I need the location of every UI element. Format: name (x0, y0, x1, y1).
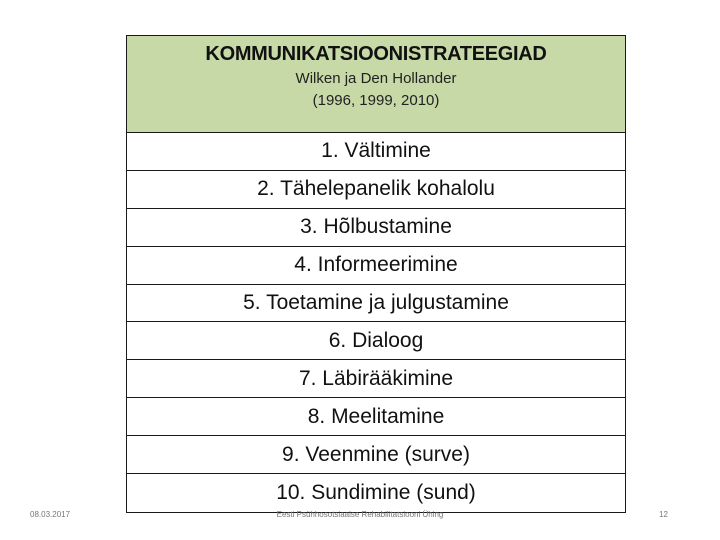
strategy-row: 2. Tähelepanelik kohalolu (127, 171, 625, 209)
strategies-table (126, 35, 626, 513)
footer-page-number: 12 (659, 510, 668, 519)
strategy-row: 5. Toetamine ja julgustamine (127, 285, 625, 323)
table-header (127, 36, 625, 133)
strategy-row: 6. Dialoog (127, 322, 625, 360)
subtitle-authors: Wilken ja Den Hollander (295, 70, 457, 87)
strategy-row: 7. Läbirääkimine (127, 360, 625, 398)
strategy-row: 10. Sundimine (sund) (276, 480, 476, 504)
strategy-row: 4. Informeerimine (127, 247, 625, 285)
subtitle-years: (1996, 1999, 2010) (312, 92, 440, 109)
strategy-row: 3. Hõlbustamine (127, 209, 625, 247)
strategy-row: 9. Veenmine (surve) (127, 436, 625, 474)
strategy-row: 8. Meelitamine (127, 398, 625, 436)
footer-date: 08.03.2017 (30, 510, 71, 519)
slide-title: KOMMUNIKATSIOONISTRATEEGIAD (205, 43, 547, 65)
strategy-row: 1. Vältimine (127, 133, 625, 171)
footer-organization: Eesti Psühhosotsiaalse Rehabilitatsiooni Ühing (276, 510, 444, 519)
